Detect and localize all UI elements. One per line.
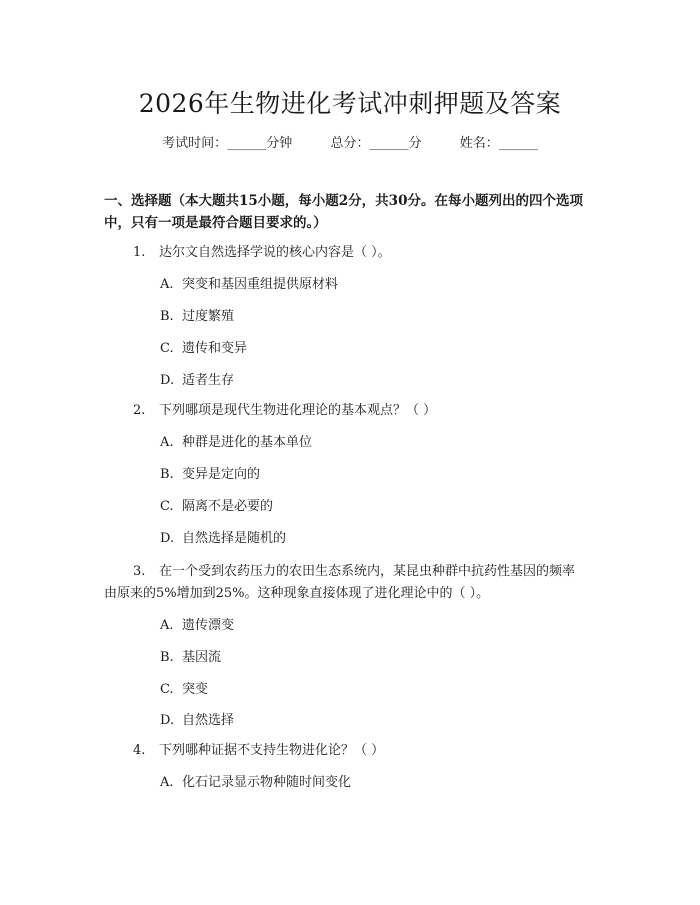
question-3-option-b xyxy=(160,648,221,668)
exam-meta xyxy=(0,132,700,151)
question-text: 达尔文自然选择学说的核心内容是（ ）。 xyxy=(159,245,391,260)
question-text: 下列哪项是现代生物进化理论的基本观点？（ ） xyxy=(159,403,437,418)
question-3-option-a xyxy=(160,616,234,636)
question-number: 3. xyxy=(133,564,146,579)
name-label: 姓名： xyxy=(459,136,499,151)
option-letter: A. xyxy=(160,435,174,450)
section-heading: 一、选择题（本大题共15小题，每小题2分，共30分。在每小题列出的四个选项中，只有一项是最符合题目要求的。） xyxy=(104,193,583,231)
option-text: 自然选择 xyxy=(182,713,235,728)
option-letter: B. xyxy=(160,650,174,665)
option-letter: C. xyxy=(160,682,174,697)
option-text: 遗传漂变 xyxy=(182,618,235,633)
question-1-option-a xyxy=(160,275,338,295)
option-text: 过度繁殖 xyxy=(182,309,235,324)
question-number: 1. xyxy=(133,245,146,260)
question-number: 2. xyxy=(133,403,146,418)
option-letter: D. xyxy=(160,373,175,388)
option-text: 化石记录显示物种随时间变化 xyxy=(182,775,352,790)
question-2-option-c xyxy=(160,497,273,517)
question-1-option-b xyxy=(160,307,234,327)
name-blank: ______ xyxy=(498,136,538,151)
option-letter: B. xyxy=(160,309,174,324)
option-letter: A. xyxy=(160,277,174,292)
option-letter: C. xyxy=(160,499,174,514)
option-text: 基因流 xyxy=(182,650,222,665)
score-unit: 分 xyxy=(408,136,422,151)
question-2-option-b xyxy=(160,465,260,485)
time-blank: ______ xyxy=(227,136,267,151)
option-letter: A. xyxy=(160,618,174,633)
option-text: 变异是定向的 xyxy=(182,467,261,482)
option-letter: D. xyxy=(160,531,175,546)
option-letter: D. xyxy=(160,713,175,728)
option-letter: B. xyxy=(160,467,174,482)
question-2-option-d xyxy=(160,529,286,549)
question-4 xyxy=(133,740,384,762)
time-label: 考试时间： xyxy=(162,136,228,151)
question-3-continued: 由原来的5%增加到25%。这种现象直接体现了进化理论中的（ ）。 xyxy=(104,586,490,601)
time-unit: 分钟 xyxy=(266,136,293,151)
question-text-line-1: 在一个受到农药压力的农田生态系统内，某昆虫种群中抗药性基因的频率 xyxy=(159,564,576,579)
question-3 xyxy=(133,561,575,583)
question-2-option-a xyxy=(160,433,312,453)
question-number: 4. xyxy=(133,743,146,758)
option-text: 遗传和变异 xyxy=(182,341,248,356)
question-1-option-d xyxy=(160,371,234,391)
option-text: 种群是进化的基本单位 xyxy=(182,435,313,450)
option-letter: A. xyxy=(160,775,174,790)
option-text: 突变 xyxy=(182,682,209,697)
option-text: 适者生存 xyxy=(182,373,235,388)
question-3-option-d xyxy=(160,711,234,731)
question-1-option-c xyxy=(160,339,247,359)
option-text: 隔离不是必要的 xyxy=(182,499,274,514)
option-text: 突变和基因重组提供原材料 xyxy=(182,277,339,292)
score-blank: ______ xyxy=(369,136,409,151)
score-label: 总分： xyxy=(330,136,370,151)
question-3-option-c xyxy=(160,680,208,700)
question-4-option-a xyxy=(160,773,351,793)
question-text: 下列哪种证据不支持生物进化论？（ ） xyxy=(159,743,385,758)
option-letter: C. xyxy=(160,341,174,356)
page-title: 2026年生物进化考试冲刺押题及答案 xyxy=(138,89,562,118)
question-2 xyxy=(133,400,436,422)
question-1 xyxy=(133,242,391,264)
option-text: 自然选择是随机的 xyxy=(182,531,287,546)
